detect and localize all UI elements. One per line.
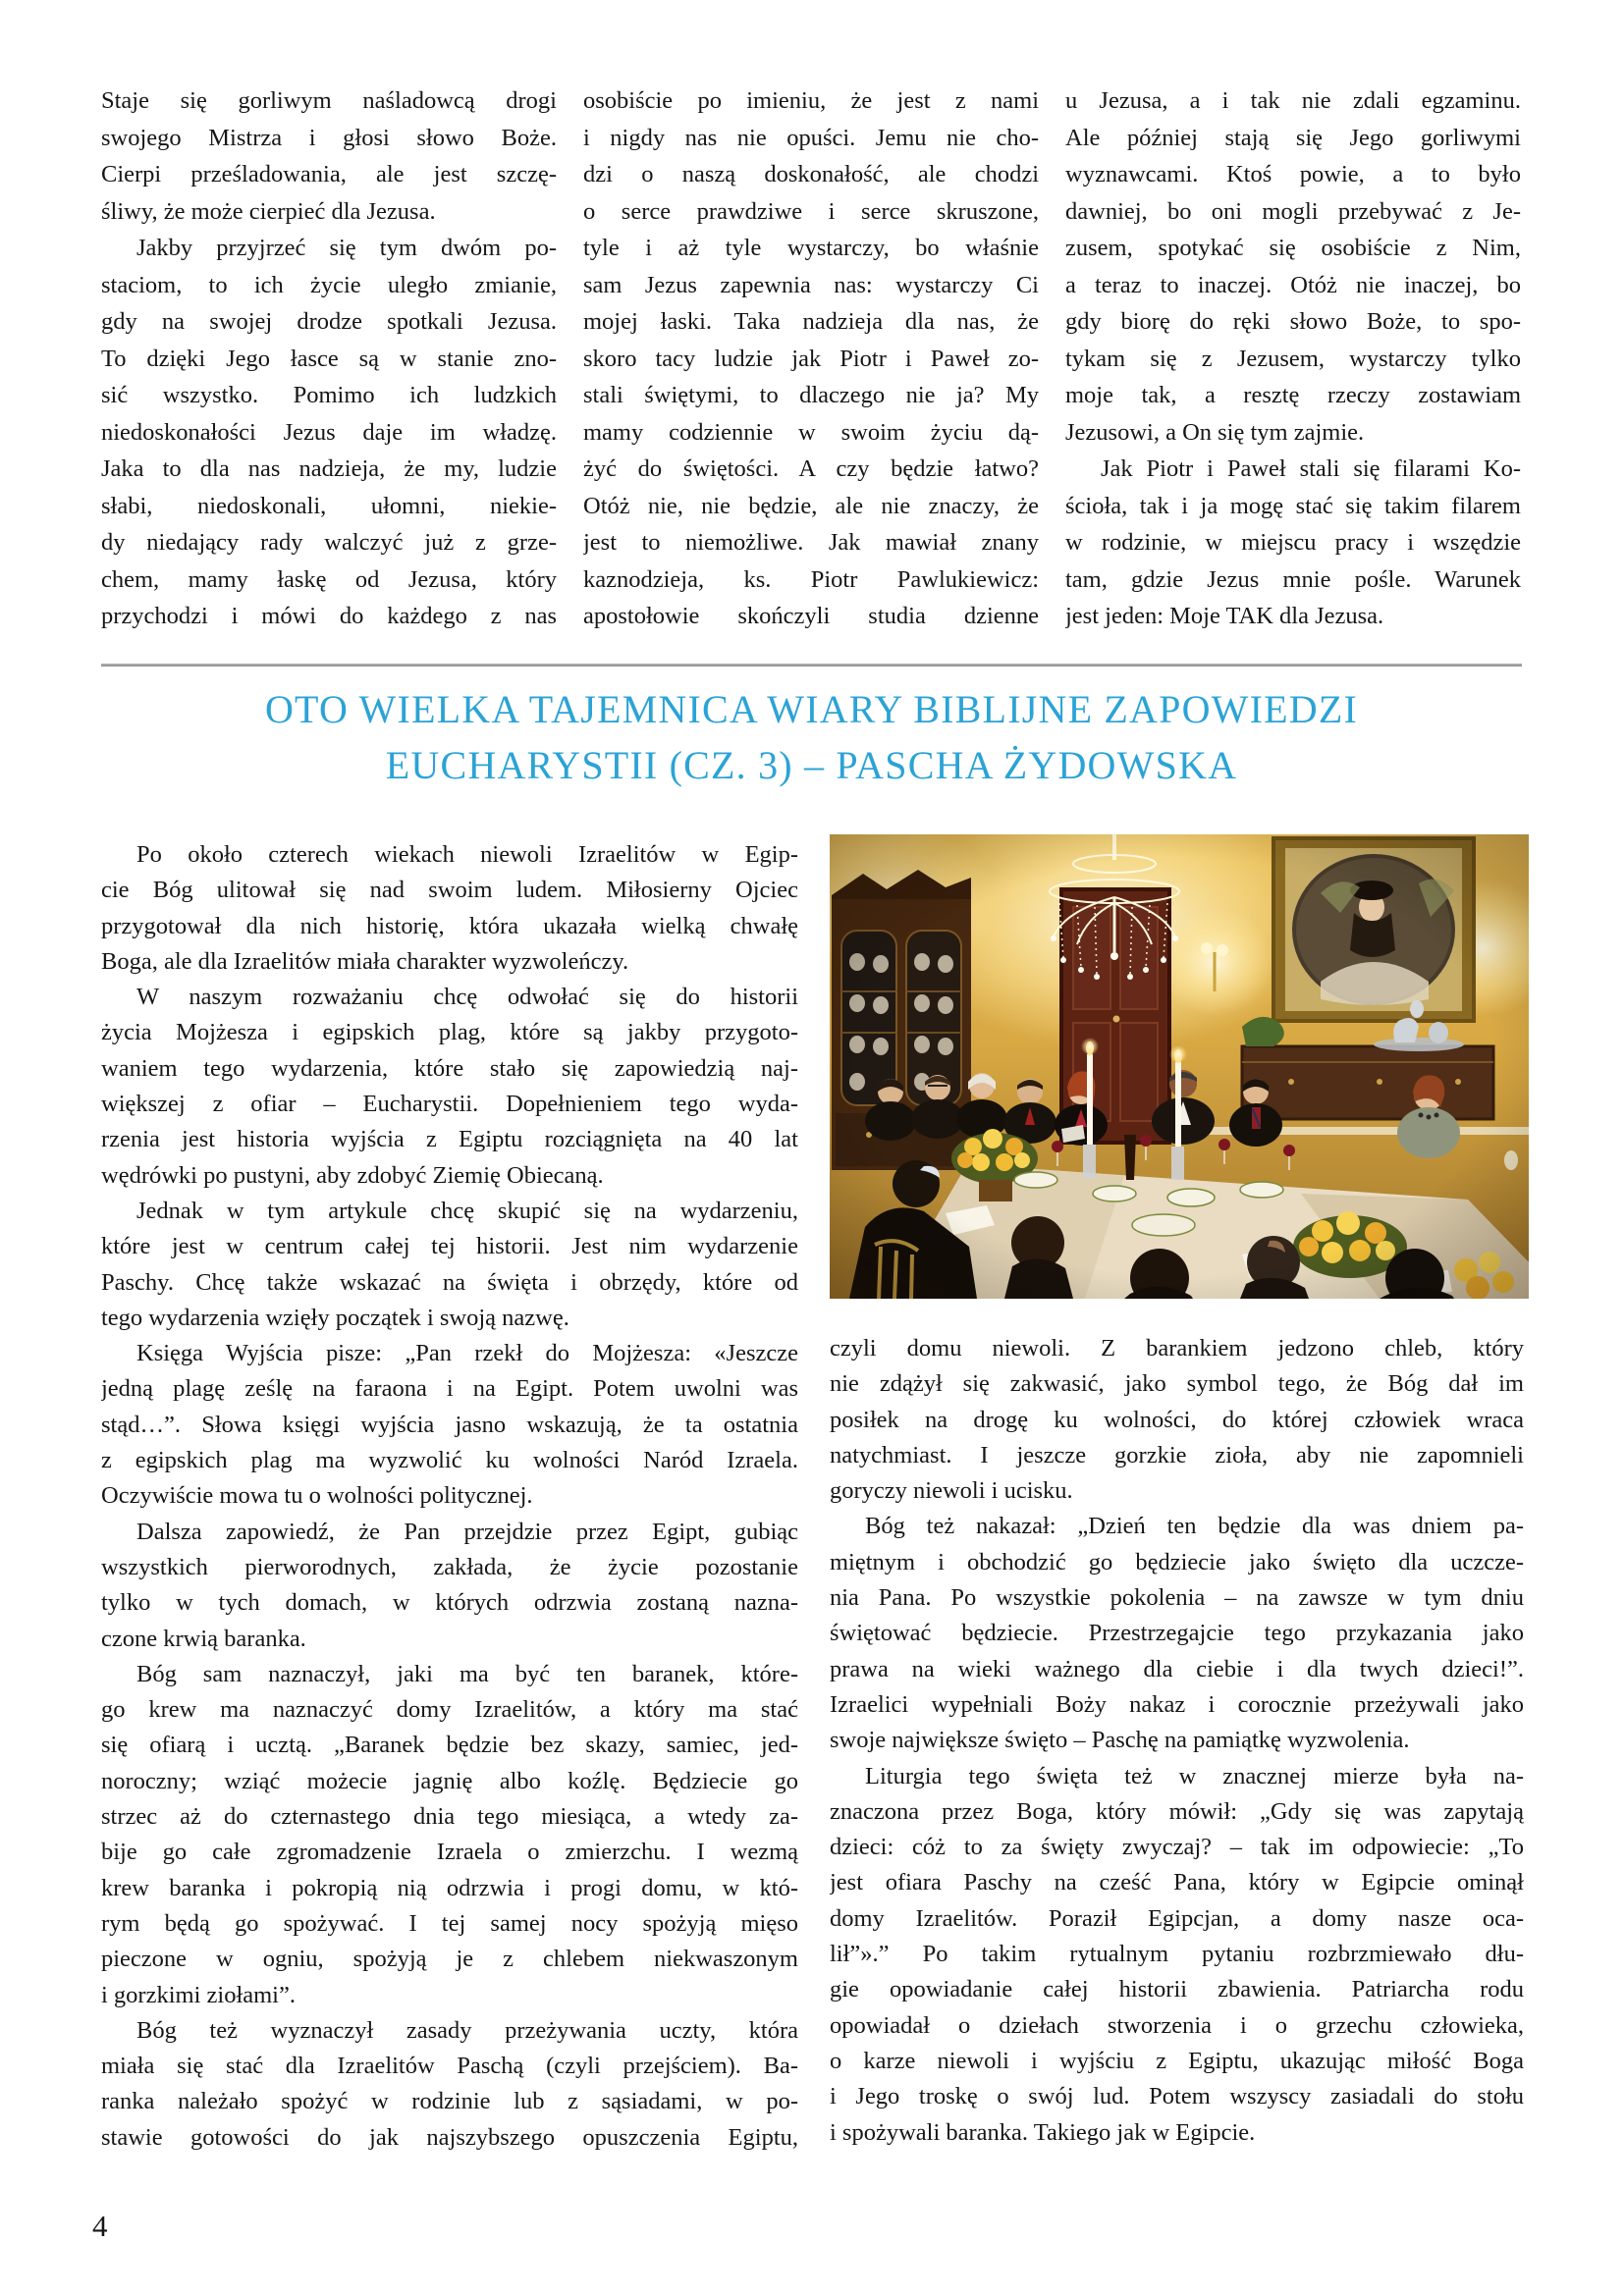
text-line: pieczone w ogniu, spożyją je z chlebem niekwaszonym [101,1946,798,1973]
text-line: jedną plagę ześlę na faraona i na Egipt. Potem uwolni was [101,1375,798,1403]
text-line: znaczona przez Boga, który mówił: „Gdy się was zapytają [830,1797,1524,1825]
page-number: 4 [92,2209,108,2243]
text-line: waniem tego wydarzenia, które stało się zapowiedzią naj- [101,1054,798,1082]
text-line: gdy na swojej drodze spotkali Jezusa. [101,308,557,335]
text-line: bije go całe zgromadzenie Izraela o zmierzchu. I wezmą [101,1839,798,1866]
text-line: dawniej, bo oni mogli przebywać z Je- [1065,197,1521,225]
text-line: niedoskonałości Jezus daje im władzę. [101,418,557,446]
text-line: dzi o naszą doskonałość, ale chodzi [583,161,1039,187]
text-line: śliwy, że może cierpieć dla Jezusa. [101,197,436,225]
intro-column-1 [101,82,557,635]
text-line: jest ofiara Paschy na cześć Pana, który w Egipcie ominął [830,1869,1524,1896]
text-line: swojego Mistrza i głosi słowo Boże. [101,124,557,151]
text-line: tyle i aż tyle wystarczy, bo właśnie [583,235,1039,261]
text-line: staciom, to ich życie uległo zmianie, [101,271,557,298]
text-line: stali świętymi, to dlaczego nie ja? My [583,382,1039,408]
text-line: Boga, ale dla Izraelitów miała charakter wyzwoleńczy. [101,947,629,975]
text-line: natychmiast. I jeszcze gorzkie zioła, aby nie zapomnieli [830,1441,1524,1468]
text-line: i spożywali baranka. Takiego jak w Egipcie. [830,2118,1256,2146]
text-line: większej z ofiar – Eucharystii. Dopełnieniem tego wyda- [101,1091,798,1118]
text-line: Oczywiście mowa tu o wolności politycznej. [101,1482,533,1510]
text-line: go krew ma naznaczyć domy Izraelitów, a który ma stać [101,1696,798,1724]
text-line: Otóż nie, nie będzie, ale nie znaczy, że [583,492,1039,519]
article-right-column [830,1331,1524,2151]
text-line: nie zdążył się zakwasić, jako symbol tego, że Bóg dał im [830,1370,1524,1398]
text-line: strzec aż do czternastego dnia tego miesiąca, a wtedy za- [101,1803,798,1831]
text-line: moje tak, a resztę rzeczy zostawiam [1065,382,1521,408]
text-line: tylko w tych domach, w których odrzwia zostaną nazna- [101,1589,798,1617]
text-line: prawa na wieki ważnego dla ciebie i dla twych dzieci!”. [830,1655,1524,1682]
text-line: i gorzkimi ziołami”. [101,1981,296,2008]
text-line: Jaka to dla nas nadzieja, że my, ludzie [101,455,557,482]
text-line: noroczny; wziąć możecie jagnię albo koźlę. Będziecie go [101,1767,798,1794]
text-line: mojej łaski. Taka nadzieja dla nas, że [583,308,1039,335]
text-line: przychodzi i mówi do każdego z nas [101,603,557,629]
article-title [101,681,1522,793]
text-line: czone krwią baranka. [101,1625,306,1652]
text-line: i nigdy nas nie opuści. Jemu nie cho- [583,124,1039,151]
text-line: miętnym i obchodzić go będziecie jako święto dla uczcze- [830,1548,1524,1575]
text-line: Bóg też nakazał: „Dzień ten będzie dla was dniem pa- [865,1513,1524,1540]
text-line: To dzięki Jego łasce są w stanie zno- [101,345,557,372]
text-line: u Jezusa, a i tak nie zdali egzaminu. [1065,87,1521,114]
intro-column-2 [583,82,1039,635]
text-line: posiłek na drogę ku wolności, do której człowiek wraca [830,1406,1524,1433]
text-line: które jest w centrum całej tej historii. Jest nim wydarzenie [101,1233,798,1260]
article-title-line-1: OTO WIELKA TAJEMNICA WIARY BIBLIJNE ZAPOWIEDZI [264,687,1359,731]
text-line: dy niedający rady walczyć już z grze- [101,529,557,556]
text-line: życia Mojżesza i egipskich plag, które są jakby przygoto- [101,1019,798,1046]
text-line: Cierpi prześladowania, ale jest szczę- [101,161,557,187]
text-line: miała się stać dla Izraelitów Paschą (czyli przejściem). Ba- [101,2053,798,2080]
text-line: wyznawcami. Ktoś powie, a to było [1065,161,1521,187]
text-line: jest to niemożliwe. Jak mawiał znany [583,529,1039,556]
text-line: Liturgia tego święta też w znacznej mierze była na- [865,1762,1524,1789]
seder-dinner-photo-art [830,834,1529,1299]
text-line: Jakby przyjrzeć się tym dwóm po- [136,235,557,261]
text-line: apostołowie skończyli studia dzienne [583,603,1039,629]
text-line: Bóg też wyznaczył zasady przeżywania uczty, która [136,2016,798,2044]
text-line: chem, mamy łaskę od Jezusa, który [101,565,557,593]
text-line: tykam się z Jezusem, wystarczy tylko [1065,345,1521,372]
text-line: opowiadał o dziełach stworzenia i o grzechu człowieka, [830,2011,1524,2039]
seder-dinner-photo [830,834,1529,1299]
text-line: czyli domu niewoli. Z barankiem jedzono chleb, który [830,1335,1524,1362]
text-line: tego wydarzenia wzięły początek i swoją nazwę. [101,1304,569,1331]
text-line: żyć do świętości. A czy będzie łatwo? [583,455,1039,482]
text-line: rym będą go spożywać. I tej samej nocy spożyją mięso [101,1909,798,1937]
text-line: zusem, spotykać się osobiście z Nim, [1065,235,1521,261]
text-line: i Jego troskę o swój lud. Potem wszyscy zasiadali do stołu [830,2083,1524,2110]
text-line: Dalsza zapowiedź, że Pan przejdzie przez Egipt, gubiąc [136,1518,798,1545]
text-line: osobiście po imieniu, że jest z nami [583,87,1039,114]
text-line: a teraz to inaczej. Otóż nie inaczej, bo [1065,271,1521,298]
text-line: swoje największe święto – Paschę na pamiątkę wyzwolenia. [830,1727,1410,1754]
text-line: krew baranka i pokropią nią odrzwia i progi domu, w któ- [101,1874,798,1901]
article-title-line-2: EUCHARYSTII (CZ. 3) – PASCHA ŻYDOWSKA [385,743,1238,787]
intro-column-3 [1065,82,1521,635]
text-line: kaznodzieja, ks. Piotr Pawlukiewicz: [583,565,1039,593]
text-line: dzieci: cóż to za święty zwyczaj? – tak im odpowiecie: „To [830,1834,1524,1861]
text-line: ścioła, tak i ja mogę stać się takim filarem [1065,492,1521,519]
text-line: słabi, niedoskonali, ułomni, niekie- [101,492,557,519]
intro-three-column-text [101,82,1522,635]
text-line: w rodzinie, w miejscu pracy i wszędzie [1065,529,1521,556]
text-line: goryczy niewoli i ucisku. [830,1477,1073,1505]
text-line: rzenia jest historia wyjścia z Egiptu rozciągnięta na 40 lat [101,1126,798,1153]
section-divider-rule [101,664,1522,667]
text-line: Staje się gorliwym naśladowcą drogi [101,87,557,114]
text-line: tam, gdzie Jezus mnie pośle. Warunek [1065,565,1521,593]
text-line: skoro tacy ludzie jak Piotr i Paweł zo- [583,345,1039,372]
text-line: cie Bóg ulitował się nad swoim ludem. Miłosierny Ojciec [101,877,798,904]
text-line: ranka należało spożyć w rodzinie lub z sąsiadami, w po- [101,2088,798,2115]
text-line: nia Pana. Po wszystkie pokolenia – na zawsze w tym dniu [830,1584,1524,1612]
text-line: przygotował dla nich historię, która ukazała wielką chwałę [101,912,798,939]
text-line: jest jeden: Moje TAK dla Jezusa. [1065,603,1384,629]
text-line: lił”».” Po takim rytualnym pytaniu rozbrzmiewało dłu- [830,1941,1524,1968]
text-line: wszystkich pierworodnych, zakłada, że życie pozostanie [101,1553,798,1580]
text-line: gdy biorę do ręki słowo Boże, to spo- [1065,308,1521,335]
text-line: W naszym rozważaniu chcę odwołać się do historii [136,984,798,1011]
text-line: Jak Piotr i Paweł stali się filarami Ko- [1101,455,1521,482]
text-line: domy Izraelitów. Poraził Egipcjan, a domy nasze oca- [830,1904,1524,1932]
text-line: Bóg sam naznaczył, jaki ma być ten baranek, które- [136,1660,798,1687]
text-line: się ofiarą i ucztą. „Baranek będzie bez skazy, samiec, jed- [101,1732,798,1759]
text-line: Księga Wyjścia pisze: „Pan rzekł do Mojżesza: «Jeszcze [136,1340,798,1367]
text-line: Jednak w tym artykule chcę skupić się na wydarzeniu, [136,1197,798,1224]
text-line: Izraelici wypełniali Boży nakaz i corocznie przeżywali jako [830,1690,1524,1718]
text-line: stawie gotowości do jak najszybszego opuszczenia Egiptu, [101,2123,798,2151]
text-line: Ale później stają się Jego gorliwymi [1065,124,1521,151]
text-line: o karze niewoli i wyjściu z Egiptu, ukazując miłość Boga [830,2047,1524,2074]
text-line: stąd…”. Słowa księgi wyjścia jasno wskazują, że ta ostatnia [101,1411,798,1438]
text-line: sić wszystko. Pomimo ich ludzkich [101,382,557,408]
photo-vignette [830,834,1529,1299]
text-line: o serce prawdziwe i serce skruszone, [583,197,1039,225]
text-line: świętować będziecie. Przestrzegajcie tego przykazania jako [830,1620,1524,1647]
text-line: z egipskich plag ma wyzwolić ku wolności Naród Izraela. [101,1447,798,1474]
text-line: Jezusowi, a On się tym zajmie. [1065,418,1365,446]
text-line: Paschy. Chcę także wskazać na święta i obrzędy, które od [101,1268,798,1296]
text-line: mamy codziennie w swoim życiu dą- [583,418,1039,446]
article-left-column [101,837,798,2156]
text-line: Po około czterech wiekach niewoli Izraelitów w Egip- [136,841,798,868]
text-line: sam Jezus zapewnia nas: wystarczy Ci [583,271,1039,298]
text-line: wędrówki po pustyni, aby zdobyć Ziemię Obiecaną. [101,1161,604,1189]
text-line: gie opowiadanie całej historii zbawienia. Patriarcha rodu [830,1976,1524,2003]
